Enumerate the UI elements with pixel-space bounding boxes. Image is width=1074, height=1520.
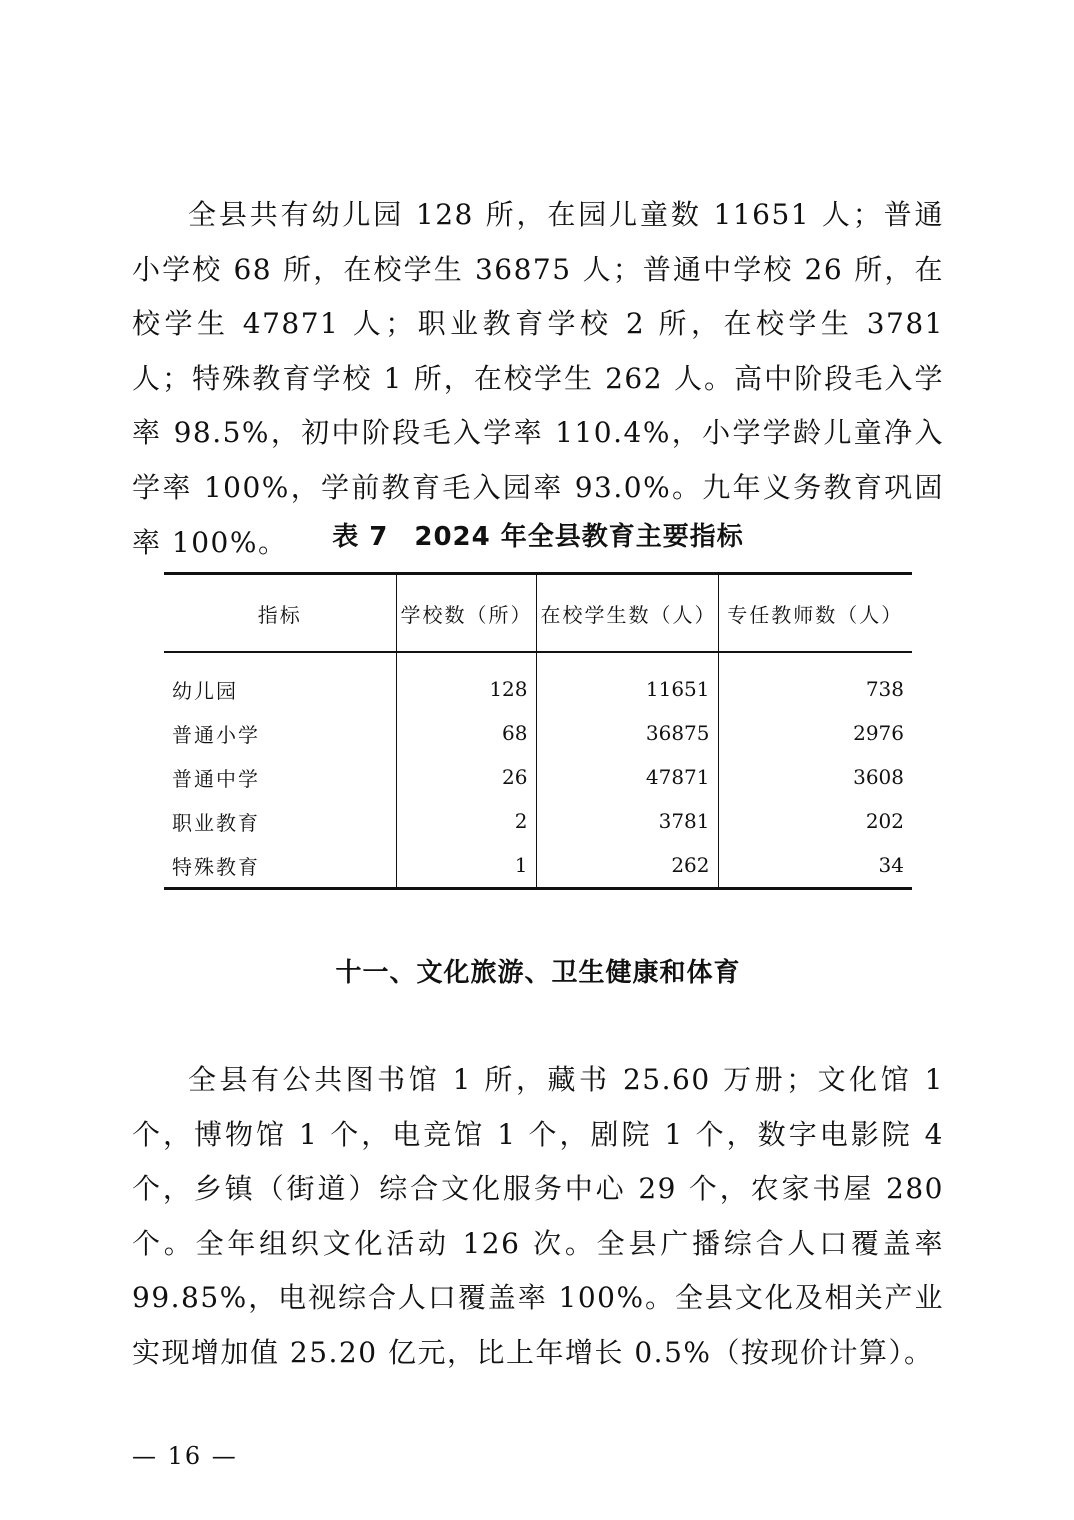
school-count-cell: 68 xyxy=(396,711,536,755)
section-heading: 十一、文化旅游、卫生健康和体育 xyxy=(335,958,741,988)
school-count-cell: 128 xyxy=(396,652,536,711)
culture-paragraph: 全县有公共图书馆 1 所，藏书 25.60 万册；文化馆 1 个，博物馆 1 个，电竞馆 1 个，剧院 1 个，数字电影院 4 个，乡镇（街道）综合文化服务中心 29 个，农家书屋 280 个。全年组织文化活动 126 次。全县广播综合人口覆盖率 99.85%，电视综合人口覆盖率 100%。全县文化及相关产业实现增加值 25.20 亿元，比上年增长 0.5%（按现价计算）。 xyxy=(132,1063,944,1369)
table-row xyxy=(164,652,912,711)
teacher-count-cell: 202 xyxy=(718,799,912,843)
row-label: 职业教育 xyxy=(172,810,260,835)
table-row xyxy=(164,799,912,843)
row-label: 幼儿园 xyxy=(172,678,238,703)
header-indicator: 指标 xyxy=(164,574,396,653)
table-row xyxy=(164,755,912,799)
header-student-count: 在校学生数（人） xyxy=(536,574,718,653)
student-count-cell: 36875 xyxy=(536,711,718,755)
school-count-cell: 2 xyxy=(396,799,536,843)
teacher-count-cell: 3608 xyxy=(718,755,912,799)
education-paragraph: 全县共有幼儿园 128 所，在园儿童数 11651 人；普通小学校 68 所，在校学生 36875 人；普通中学校 26 所，在校学生 47871 人；职业教育学校 2 所，在校学生 3781 人；特殊教育学校 1 所，在校学生 262 人。高中阶段毛入学率 98.5%，初中阶段毛入学率 110.4%，小学学龄儿童净入学率 100%，学前教育毛入园率 93.0%。九年义务教育巩固率 100%。 xyxy=(132,198,944,559)
header-school-count: 学校数（所） xyxy=(396,574,536,653)
row-label: 普通小学 xyxy=(172,722,260,747)
teacher-count-cell: 34 xyxy=(718,843,912,889)
header-teacher-count: 专任教师数（人） xyxy=(718,574,912,653)
row-label: 普通中学 xyxy=(172,766,260,791)
student-count-cell: 262 xyxy=(536,843,718,889)
table-row xyxy=(164,843,912,889)
student-count-cell: 3781 xyxy=(536,799,718,843)
table-header-row xyxy=(164,574,912,653)
teacher-count-cell: 2976 xyxy=(718,711,912,755)
student-count-cell: 11651 xyxy=(536,652,718,711)
student-count-cell: 47871 xyxy=(536,755,718,799)
school-count-cell: 26 xyxy=(396,755,536,799)
table-caption-label: 表 7 xyxy=(332,522,389,552)
school-count-cell: 1 xyxy=(396,843,536,889)
table-caption-title: 2024 年全县教育主要指标 xyxy=(414,522,744,552)
teacher-count-cell: 738 xyxy=(718,652,912,711)
page-number: — 16 — xyxy=(132,1442,238,1470)
education-indicators-table xyxy=(164,572,912,890)
table-caption xyxy=(132,516,944,553)
table-row xyxy=(164,711,912,755)
row-label: 特殊教育 xyxy=(164,843,396,889)
